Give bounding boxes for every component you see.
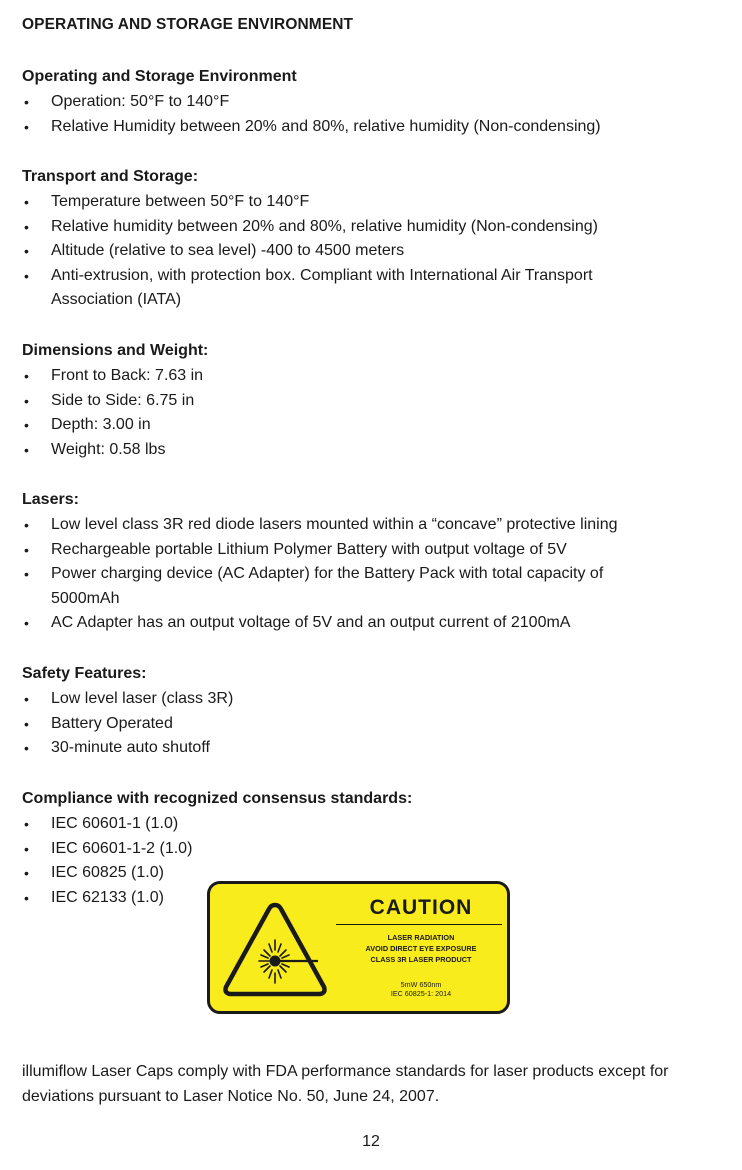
section-safety-features (22, 663, 712, 761)
section-heading: Safety Features: (22, 665, 147, 682)
list-item: • IEC 60825 (1.0) (24, 864, 164, 881)
section-heading: Dimensions and Weight: (22, 342, 209, 359)
section-heading: Transport and Storage: (22, 168, 199, 185)
list-item: • Low level laser (class 3R) (24, 690, 234, 707)
list-item: • Operation: 50°F to 140°F (24, 93, 230, 110)
caution-label (207, 881, 510, 1014)
fda-compliance-note: illumiflow Laser Caps comply with FDA performance standards for laser products except for deviations pursuant to Laser Notice No. 50, June 24, 2007. (22, 1063, 669, 1105)
bullet-list (22, 513, 712, 636)
section-dimensions-weight (22, 340, 712, 462)
caution-divider (336, 924, 502, 925)
bullet-list (22, 190, 712, 313)
section-heading: Compliance with recognized consensus standards: (22, 790, 413, 807)
section-transport-storage (22, 166, 712, 313)
bullet-list (22, 364, 712, 462)
list-item: • Temperature between 50°F to 140°F (24, 193, 310, 210)
list-item: • AC Adapter has an output voltage of 5V and an output current of 2100mA (24, 614, 571, 631)
section-heading: Operating and Storage Environment (22, 68, 297, 85)
list-item: • Rechargeable portable Lithium Polymer Battery with output voltage of 5V (24, 540, 567, 558)
list-item: • IEC 60601-1-2 (1.0) (24, 839, 193, 857)
bullet-list (22, 687, 712, 761)
list-item: • 30-minute auto shutoff (24, 739, 210, 756)
page-title: OPERATING AND STORAGE ENVIRONMENT (22, 16, 354, 33)
list-item: • Weight: 0.58 lbs (24, 440, 166, 458)
list-item: • Front to Back: 7.63 in (24, 367, 204, 384)
section-lasers (22, 489, 712, 636)
list-item: • Relative Humidity between 20% and 80%, relative humidity (Non-condensing) (24, 117, 601, 135)
list-item: • Depth: 3.00 in (24, 416, 151, 433)
caution-title: CAUTION (369, 896, 473, 919)
laser-warning-icon (220, 898, 330, 1002)
list-item: • Altitude (relative to sea level) -400 to 4500 meters (24, 242, 405, 259)
list-item: • Battery Operated (24, 714, 173, 732)
list-item: • IEC 60601-1 (1.0) (24, 815, 179, 832)
list-item: • IEC 62133 (1.0) (24, 888, 164, 906)
page-number: 12 (362, 1133, 380, 1150)
list-item: • Low level class 3R red diode lasers mounted within a “concave” protective lining (24, 516, 618, 533)
list-item: • Side to Side: 6.75 in (24, 391, 195, 409)
section-heading: Lasers: (22, 491, 79, 508)
list-item: • Relative humidity between 20% and 80%, relative humidity (Non-condensing) (24, 217, 598, 235)
caution-warning-text: LASER RADIATION AVOID DIRECT EYE EXPOSURE CLASS 3R LASER PRODUCT (365, 933, 477, 964)
section-operating-environment (22, 66, 712, 139)
list-item: • Power charging device (AC Adapter) for the Battery Pack with total capacity of 5000mAh (24, 565, 604, 607)
list-item: • Anti-extrusion, with protection box. Compliant with International Air Transport Association (IATA) (24, 266, 593, 308)
caution-spec-text: 5mW 650nm IEC 60825-1: 2014 (390, 980, 452, 998)
bullet-list (22, 90, 712, 139)
